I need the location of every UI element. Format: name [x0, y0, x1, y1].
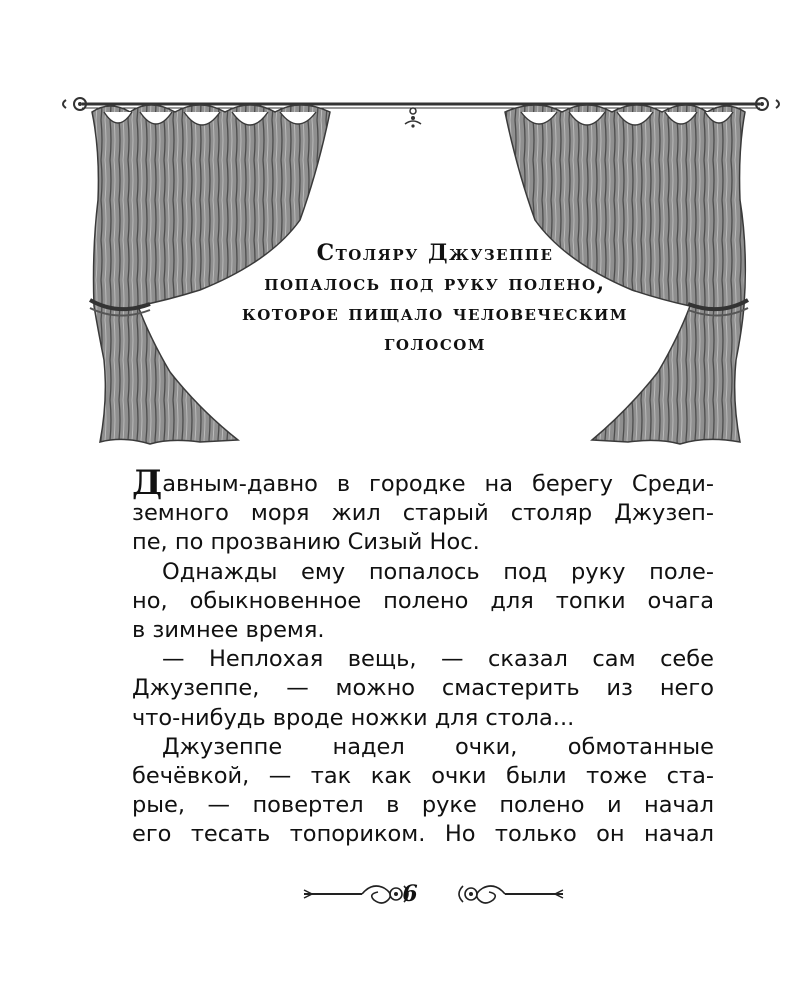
chapter-title-line: которое пищало человеческим: [242, 300, 628, 326]
page-footer: [0, 876, 800, 912]
paragraph: [132, 463, 714, 558]
page-number: 6: [402, 881, 418, 907]
text-line: что-нибудь вроде ножки для стола...: [132, 704, 575, 731]
right-footer-ornament: [452, 880, 567, 908]
chapter-title-line: попалось под руку полено,: [264, 270, 606, 296]
text-line: Однажды ему попалось под руку поле-: [162, 558, 714, 585]
text-line: пе, по прозванию Сизый Нос.: [132, 529, 480, 556]
text-line: бечёвкой, — так как очки были тоже ста-: [132, 763, 714, 790]
paragraph: [132, 645, 714, 733]
text-line: в зимнее время.: [132, 617, 325, 644]
text-line: — Неплохая вещь, — сказал сам себе: [162, 646, 714, 673]
text-line: Джузеппе, — можно смастерить из него: [132, 675, 714, 702]
curtain-illustration: [0, 0, 800, 460]
text-line: земного моря жил старый столяр Джузеп-: [132, 500, 714, 527]
text-line: Джузеппе надел очки, обмотанные: [162, 733, 714, 760]
text-line: его тесать топориком. Но только он начал: [132, 821, 714, 848]
text-line: [132, 463, 714, 503]
text-line-content: авным-давно в городке на берегу Среди-: [162, 471, 714, 497]
rod-center-ornament: [405, 108, 421, 128]
drop-cap: Д: [132, 463, 163, 503]
chapter-title-line: Столяру Джузеппе: [316, 240, 554, 266]
paragraph: [132, 558, 714, 646]
chapter-title-line: голосом: [384, 330, 486, 356]
paragraph: [132, 733, 714, 850]
body-text: [132, 463, 714, 850]
chapter-title: [215, 238, 655, 358]
text-line: но, обыкновенное полено для топки очага: [132, 587, 714, 614]
text-line: рые, — повертел в руке полено и начал: [132, 792, 714, 819]
